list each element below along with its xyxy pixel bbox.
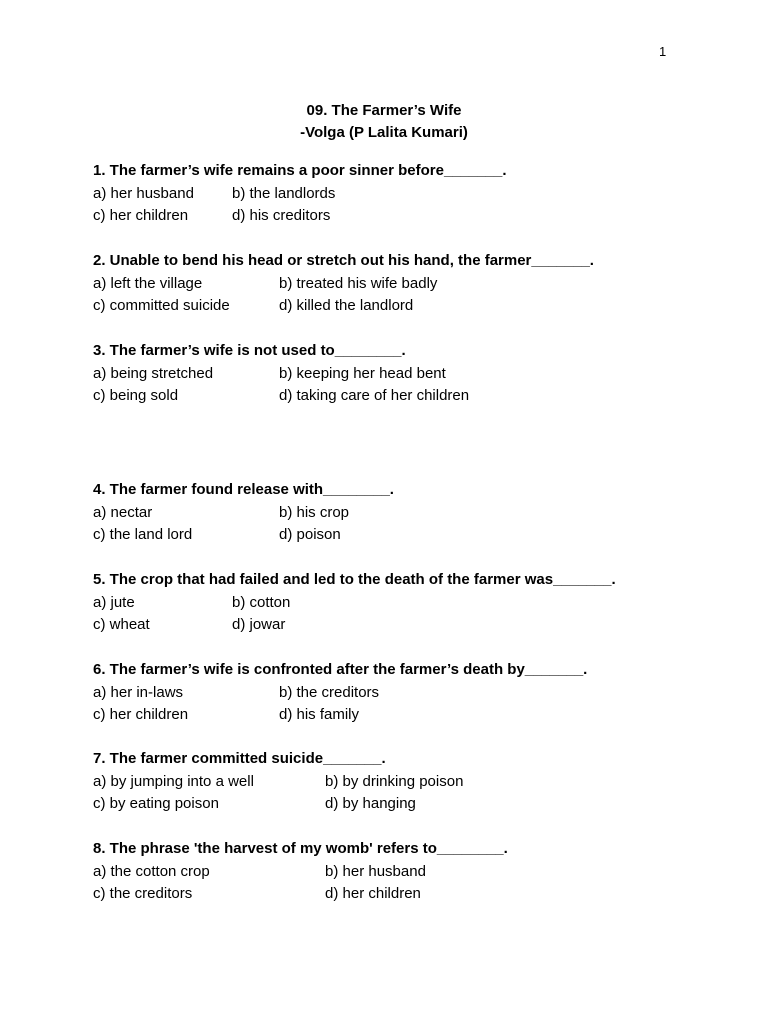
option-b: b) the landlords — [232, 184, 336, 202]
question-text: 8. The phrase 'the harvest of my womb' refers to________. — [93, 840, 508, 857]
title-line-2: -Volga (P Lalita Kumari) — [300, 124, 468, 141]
option-b: b) treated his wife badly — [279, 274, 438, 292]
question-text: 1. The farmer’s wife remains a poor sinner before_______. — [93, 162, 507, 179]
option-d: d) poison — [279, 526, 341, 543]
option-b: b) her husband — [325, 862, 426, 880]
option-a: a) jute — [93, 593, 135, 611]
options-row — [93, 883, 733, 906]
option-d: d) jowar — [232, 616, 286, 633]
options-row — [93, 793, 733, 816]
question-text: 5. The crop that had failed and led to the death of the farmer was_______. — [93, 571, 616, 588]
question-text: 3. The farmer’s wife is not used to________. — [93, 342, 406, 359]
option-d: d) his creditors — [232, 207, 331, 224]
question-text: 2. Unable to bend his head or stretch out his hand, the farmer_______. — [93, 252, 594, 269]
option-c: c) the land lord — [93, 526, 193, 543]
options-row — [93, 592, 733, 615]
option-d: d) killed the landlord — [279, 297, 414, 314]
option-b: b) keeping her head bent — [279, 364, 446, 382]
option-d: d) taking care of her children — [279, 387, 470, 404]
question-1 — [93, 160, 733, 228]
question-2 — [93, 250, 733, 318]
options-row — [93, 183, 733, 206]
option-b: b) the creditors — [279, 683, 380, 701]
options-row — [93, 524, 733, 547]
option-a: a) nectar — [93, 503, 153, 521]
options-row — [93, 363, 733, 386]
option-a: a) left the village — [93, 274, 203, 292]
options-row — [93, 502, 733, 525]
page-number: 1 — [659, 44, 667, 59]
option-c: c) her children — [93, 207, 189, 224]
options-row — [93, 614, 733, 637]
option-c: c) committed suicide — [93, 297, 230, 314]
options-row — [93, 273, 733, 296]
option-d: d) by hanging — [325, 795, 416, 812]
question-6 — [93, 659, 733, 727]
option-b: b) cotton — [232, 593, 291, 611]
question-text: 6. The farmer’s wife is confronted after the farmer’s death by_______. — [93, 661, 588, 678]
question-text: 7. The farmer committed suicide_______. — [93, 750, 386, 767]
option-a: a) being stretched — [93, 364, 214, 382]
option-a: a) by jumping into a well — [93, 772, 254, 790]
option-b: b) his crop — [279, 503, 350, 521]
option-d: d) her children — [325, 885, 421, 902]
question-5 — [93, 569, 733, 637]
title-line-1: 09. The Farmer’s Wife — [306, 102, 462, 119]
question-8 — [93, 838, 733, 906]
question-3 — [93, 340, 733, 408]
options-row — [93, 704, 733, 727]
options-row — [93, 771, 733, 794]
question-7 — [93, 748, 733, 816]
options-row — [93, 385, 733, 408]
options-row — [93, 861, 733, 884]
option-c: c) wheat — [93, 616, 150, 633]
options-row — [93, 682, 733, 705]
option-d: d) his family — [279, 706, 360, 723]
question-4 — [93, 479, 733, 547]
document-title — [0, 100, 768, 144]
option-a: a) the cotton crop — [93, 862, 210, 880]
option-a: a) her in-laws — [93, 683, 184, 701]
option-b: b) by drinking poison — [325, 772, 464, 790]
options-row — [93, 205, 733, 228]
option-c: c) being sold — [93, 387, 179, 404]
option-c: c) the creditors — [93, 885, 193, 902]
option-a: a) her husband — [93, 184, 194, 202]
options-row — [93, 295, 733, 318]
option-c: c) by eating poison — [93, 795, 219, 812]
option-c: c) her children — [93, 706, 189, 723]
question-text: 4. The farmer found release with________. — [93, 481, 394, 498]
